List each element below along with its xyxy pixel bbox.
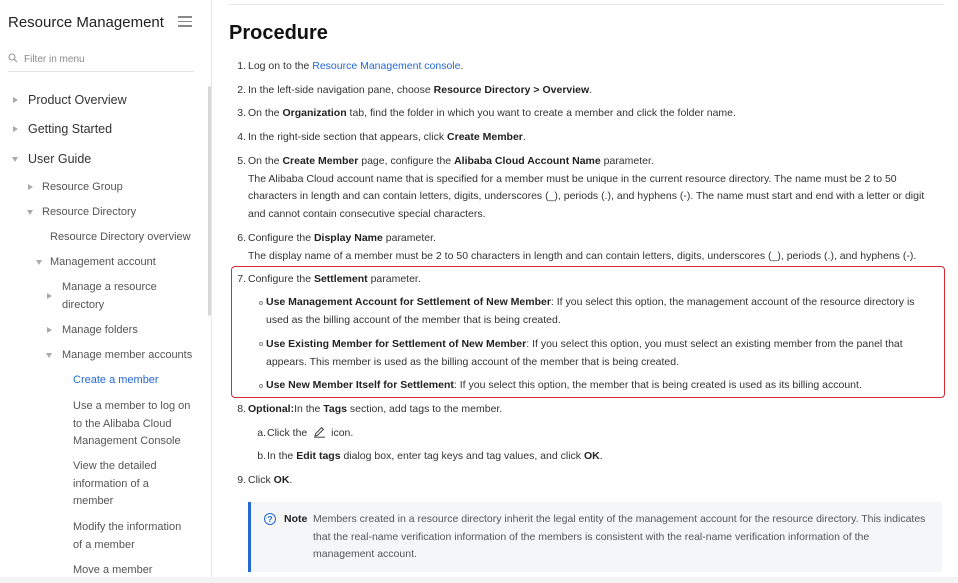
caret-down-icon[interactable] bbox=[27, 210, 33, 215]
step-6: Configure the Display Name parameter. The display name of a member must be 2 to 50 characters in length and can contain letters, digits, underscores (_), periods (.), and hyphens (-). bbox=[248, 232, 917, 262]
settlement-option-management: Use Management Account for Settlement of New Member: If you select this option, the management account of the resource directory is used as the billing account of the member that is being created. bbox=[266, 296, 915, 326]
sidebar-item-move-member[interactable]: Move a member bbox=[73, 564, 153, 576]
step-number: 5. bbox=[237, 155, 246, 167]
bottom-edge bbox=[0, 577, 958, 583]
step-4: In the right-side section that appears, click Create Member. bbox=[248, 131, 526, 143]
step-8b: In the Edit tags dialog box, enter tag keys and tag values, and click OK. bbox=[267, 450, 603, 462]
sidebar bbox=[0, 0, 212, 583]
step-number: 4. bbox=[237, 131, 246, 143]
caret-right-icon[interactable] bbox=[47, 293, 52, 299]
sidebar-item-modify-member-info[interactable]: Modify the information of a member bbox=[73, 521, 182, 551]
sidebar-title: Resource Management bbox=[8, 14, 164, 31]
pencil-icon bbox=[312, 426, 326, 438]
sidebar-scrollbar[interactable] bbox=[208, 86, 211, 316]
settlement-option-existing: Use Existing Member for Settlement of New Member: If you select this option, you must select an existing member from the panel that appears. This member is used as the billing account of the member that is being created. bbox=[266, 338, 903, 368]
step-1: Log on to the Resource Management console. bbox=[248, 60, 464, 72]
bullet-icon bbox=[259, 301, 263, 305]
caret-down-icon[interactable] bbox=[46, 353, 52, 358]
step-7: Configure the Settlement parameter. bbox=[248, 273, 421, 285]
sidebar-item-manage-folders[interactable]: Manage folders bbox=[62, 324, 138, 336]
sidebar-item-resource-directory[interactable]: Resource Directory bbox=[42, 206, 137, 218]
caret-down-icon[interactable] bbox=[12, 157, 18, 162]
sidebar-item-resource-group[interactable]: Resource Group bbox=[42, 181, 123, 193]
sidebar-item-product-overview[interactable]: Product Overview bbox=[28, 93, 127, 107]
sidebar-item-use-member-logon[interactable]: Use a member to log on to the Alibaba Cloud Management Console bbox=[73, 400, 191, 447]
hamburger-icon[interactable] bbox=[178, 16, 192, 27]
step-9: Click OK. bbox=[248, 474, 293, 486]
sidebar-item-getting-started[interactable]: Getting Started bbox=[28, 122, 113, 136]
sidebar-item-view-member-info[interactable]: View the detailed information of a member bbox=[73, 460, 157, 507]
top-divider bbox=[229, 4, 944, 5]
caret-right-icon[interactable] bbox=[47, 327, 52, 333]
sidebar-item-user-guide[interactable]: User Guide bbox=[28, 152, 92, 166]
caret-right-icon[interactable] bbox=[28, 184, 33, 190]
note-text: Members created in a resource directory inherit the legal entity of the management account for the resource directory. This indicates that the real-name verification information of the members is consistent with the real-name verification information of the management account. bbox=[313, 513, 926, 561]
sidebar-item-manage-rd[interactable]: Manage a resource directory bbox=[62, 281, 157, 311]
sidebar-item-rd-overview[interactable]: Resource Directory overview bbox=[50, 231, 191, 243]
step-number: 2. bbox=[237, 84, 246, 96]
question-circle-icon: ? bbox=[264, 513, 276, 525]
substep-number: a. bbox=[257, 427, 266, 439]
step-number: 1. bbox=[237, 60, 246, 72]
step-number: 9. bbox=[237, 474, 246, 486]
bullet-icon bbox=[259, 384, 263, 388]
filter-input[interactable] bbox=[24, 50, 192, 68]
sidebar-item-management-account[interactable]: Management account bbox=[50, 256, 156, 268]
step-8: Optional:In the Tags section, add tags to the member. bbox=[248, 403, 503, 415]
note-box bbox=[248, 502, 942, 572]
caret-right-icon[interactable] bbox=[13, 126, 18, 132]
step-number: 8. bbox=[237, 403, 246, 415]
rm-console-link[interactable]: Resource Management console bbox=[312, 60, 461, 72]
step-5-description: The Alibaba Cloud account name that is specified for a member must be unique in the current resource directory. The name must be 2 to 50 characters in length and can contain letters, digits, underscores (_), periods (.), and hyphens (-). The name must start and end with a letter or digit and cannot contain consecutive special characters. bbox=[248, 172, 925, 221]
caret-right-icon[interactable] bbox=[13, 97, 18, 103]
substep-number: b. bbox=[257, 450, 266, 462]
step-number: 3. bbox=[237, 107, 246, 119]
filter-box bbox=[8, 50, 194, 72]
step-6-description: The display name of a member must be 2 to 50 characters in length and can contain letters, digits, underscores (_), periods (.), and hyphens (-). bbox=[248, 249, 917, 262]
step-number: 7. bbox=[237, 273, 246, 285]
step-2: In the left-side navigation pane, choose Resource Directory > Overview. bbox=[248, 84, 593, 96]
settlement-option-itself: Use New Member Itself for Settlement: If you select this option, the member that is being created is used as its billing account. bbox=[266, 379, 862, 391]
step-8a: Click the icon. bbox=[267, 427, 354, 439]
step-3: On the Organization tab, find the folder in which you want to create a member and click the folder name. bbox=[248, 107, 736, 119]
search-icon bbox=[8, 53, 18, 63]
sidebar-item-create-member[interactable]: Create a member bbox=[73, 374, 159, 386]
sidebar-item-manage-member-accounts[interactable]: Manage member accounts bbox=[62, 349, 193, 361]
caret-down-icon[interactable] bbox=[36, 260, 42, 265]
step-number: 6. bbox=[237, 232, 246, 244]
step-5: On the Create Member page, configure the Alibaba Cloud Account Name parameter. The Alibaba Cloud account name that is specified for a member must be unique in the current resource directory. The name must be 2 to 50 characters in length and can contain letters, digits, underscores (_), periods (.), and hyphens (-). The name must start and end with a letter or digit and cannot contain consecutive special characters. bbox=[248, 155, 925, 221]
bullet-icon bbox=[259, 342, 263, 346]
note-label: Note bbox=[284, 513, 308, 525]
page-title: Procedure bbox=[229, 22, 328, 44]
